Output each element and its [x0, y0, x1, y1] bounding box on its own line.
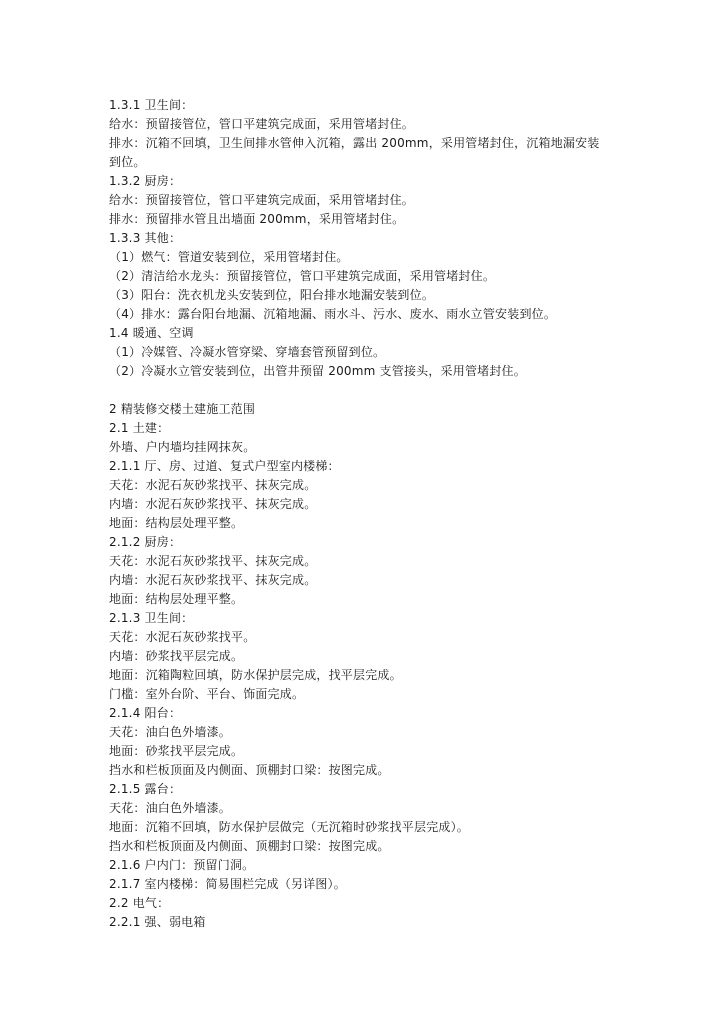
paragraph: 内墙：砂浆找平层完成。: [109, 649, 244, 663]
list-item: （3）阳台：洗衣机龙头安装到位，阳台排水地漏安装到位。: [109, 288, 435, 302]
paragraph: 地面：沉箱陶粒回填，防水保护层完成，找平层完成。: [109, 668, 402, 682]
paragraph: 天花：油白色外墙漆。: [109, 725, 232, 739]
paragraph: 给水：预留接管位，管口平建筑完成面，采用管堵封住。: [109, 193, 415, 207]
paragraph-continuation: 到位。: [109, 155, 146, 169]
paragraph: 地面：结构层处理平整。: [109, 592, 244, 606]
paragraph: 地面：结构层处理平整。: [109, 516, 244, 530]
list-item: （4）排水：露台阳台地漏、沉箱地漏、雨水斗、污水、废水、雨水立管安装到位。: [109, 307, 557, 321]
paragraph: 内墙：水泥石灰砂浆找平、抹灰完成。: [109, 573, 317, 587]
paragraph: 天花：水泥石灰砂浆找平。: [109, 630, 256, 644]
heading-1-4: 1.4 暖通、空调: [109, 326, 194, 340]
paragraph: 挡水和栏板顶面及内侧面、顶棚封口梁：按图完成。: [109, 763, 390, 777]
paragraph: 外墙、户内墙均挂网抹灰。: [109, 440, 256, 454]
heading-2-2: 2.2 电气：: [109, 896, 170, 910]
list-item: （1）冷媒管、冷凝水管穿梁、穿墙套管预留到位。: [109, 345, 386, 359]
heading-2-1-6: 2.1.6 户内门：预留门洞。: [109, 858, 255, 872]
paragraph: 排水：沉箱不回填，卫生间排水管伸入沉箱，露出 200mm，采用管堵封住，沉箱地漏安装: [109, 136, 600, 150]
heading-2-2-1: 2.2.1 强、弱电箱: [109, 915, 206, 929]
section-heading-2: 2 精装修交楼土建施工范围: [109, 402, 256, 416]
paragraph: 天花：水泥石灰砂浆找平、抹灰完成。: [109, 554, 317, 568]
paragraph: 给水：预留接管位，管口平建筑完成面，采用管堵封住。: [109, 117, 415, 131]
heading-2-1-2: 2.1.2 厨房：: [109, 535, 182, 549]
paragraph: 天花：油白色外墙漆。: [109, 801, 232, 815]
heading-1-3-3: 1.3.3 其他：: [109, 231, 182, 245]
list-item: （1）燃气：管道安装到位，采用管堵封住。: [109, 250, 349, 264]
document-body: [109, 96, 629, 932]
heading-2-1-1: 2.1.1 厅、房、过道、复式户型室内楼梯：: [109, 459, 340, 473]
list-item: （2）清洁给水龙头：预留接管位，管口平建筑完成面，采用管堵封住。: [109, 269, 496, 283]
heading-2-1: 2.1 土建：: [109, 421, 170, 435]
paragraph: 排水：预留排水管且出墙面 200mm，采用管堵封住。: [109, 212, 405, 226]
heading-1-3-2: 1.3.2 厨房：: [109, 174, 182, 188]
list-item: （2）冷凝水立管安装到位，出管井预留 200mm 支管接头，采用管堵封住。: [109, 364, 526, 378]
heading-2-1-4: 2.1.4 阳台：: [109, 706, 182, 720]
paragraph: 天花：水泥石灰砂浆找平、抹灰完成。: [109, 478, 317, 492]
paragraph: 挡水和栏板顶面及内侧面、顶棚封口梁：按图完成。: [109, 839, 390, 853]
paragraph: 地面：砂浆找平层完成。: [109, 744, 244, 758]
paragraph: 内墙：水泥石灰砂浆找平、抹灰完成。: [109, 497, 317, 511]
heading-2-1-7: 2.1.7 室内楼梯：简易围栏完成（另详图）。: [109, 877, 346, 891]
heading-1-3-1: 1.3.1 卫生间：: [109, 98, 194, 112]
blank-line: [109, 381, 629, 400]
paragraph: 地面：沉箱不回填，防水保护层做完（无沉箱时砂浆找平层完成）。: [109, 820, 470, 834]
paragraph: 门槛：室外台阶、平台、饰面完成。: [109, 687, 305, 701]
heading-2-1-5: 2.1.5 露台：: [109, 782, 182, 796]
heading-2-1-3: 2.1.3 卫生间：: [109, 611, 194, 625]
